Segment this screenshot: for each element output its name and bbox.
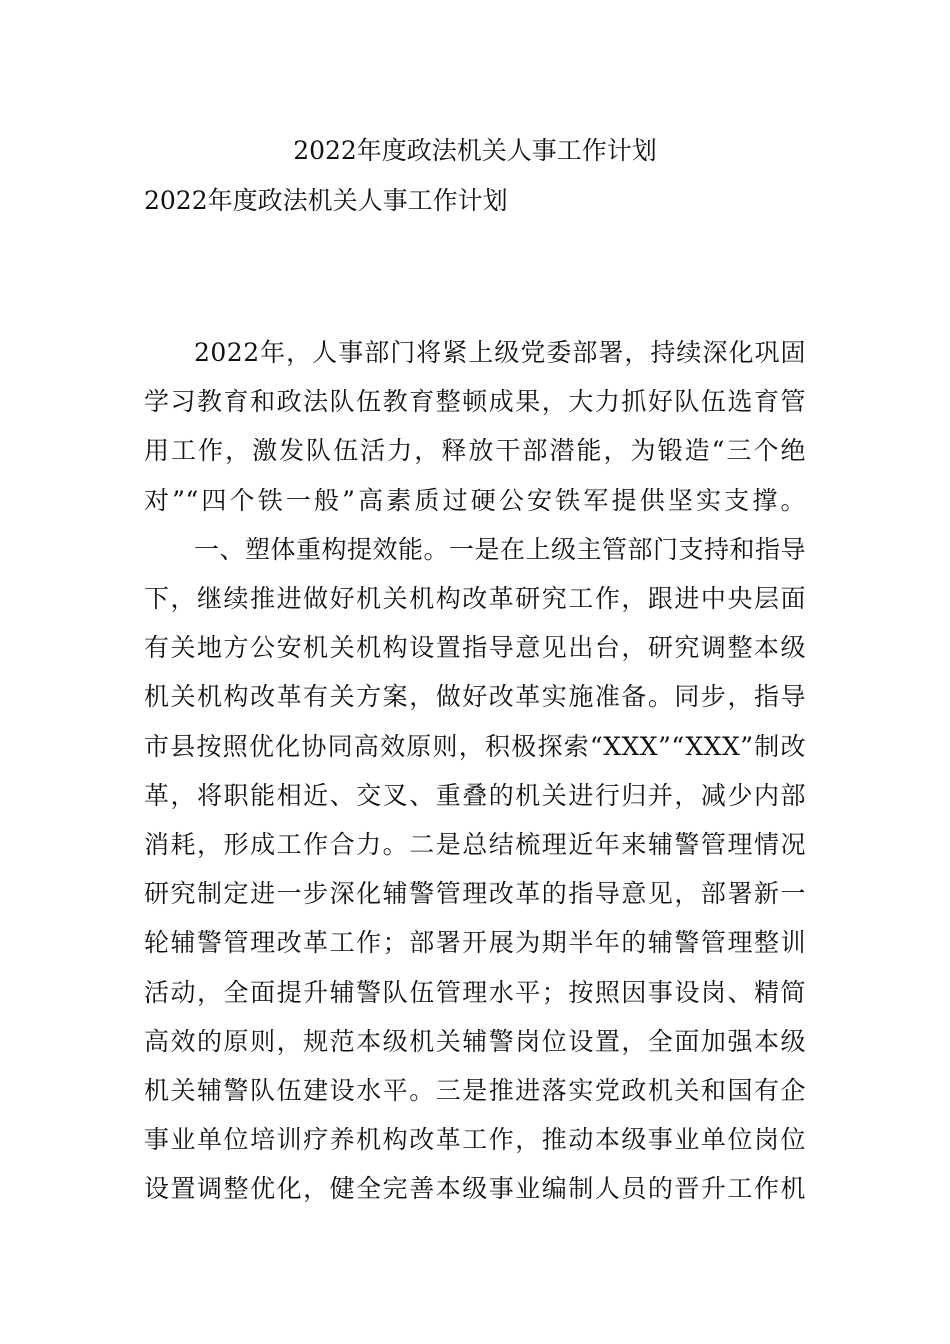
paragraph-intro: 2022年，人事部门将紧上级党委部署，持续深化巩固学习教育和政法队伍教育整顿成果，大力抓好队伍选育管用工作，激发队伍活力，释放干部潜能，为锻造“三个绝对”“四个铁一般”高素质过硬公安铁军提供坚实支撑。	[144, 338, 806, 515]
document-body	[144, 328, 806, 1214]
document-subtitle: 2022年度政法机关人事工作计划	[144, 186, 508, 215]
paragraph-section-one: 一、塑体重构提效能。一是在上级主管部门支持和指导下，继续推进做好机关机构改革研究工作，跟进中央层面有关地方公安机关机构设置指导意见出台，研究调整本级机关机构改革有关方案，做好改革实施准备。同步，指导市县按照优化协同高效原则，积极探索“XXX”“XXX”制改革，将职能相近、交叉、重叠的机关进行归并，减少内部消耗，形成工作合力。二是总结梳理近年来辅警管理情况研究制定进一步深化辅警管理改革的指导意见，部署新一轮辅警管理改革工作；部署开展为期半年的辅警管理整训活动，全面提升辅警队伍管理水平；按照因事设岗、精简高效的原则，规范本级机关辅警岗位设置，全面加强本级机关辅警队伍建设水平。三是推进落实党政机关和国有企事业单位培训疗养机构改革工作，推动本级事业单位岗位设置调整优化，健全完善本级事业编制人员的晋升工作机	[144, 534, 807, 1204]
document-title: 2022年度政法机关人事工作计划	[293, 136, 657, 165]
